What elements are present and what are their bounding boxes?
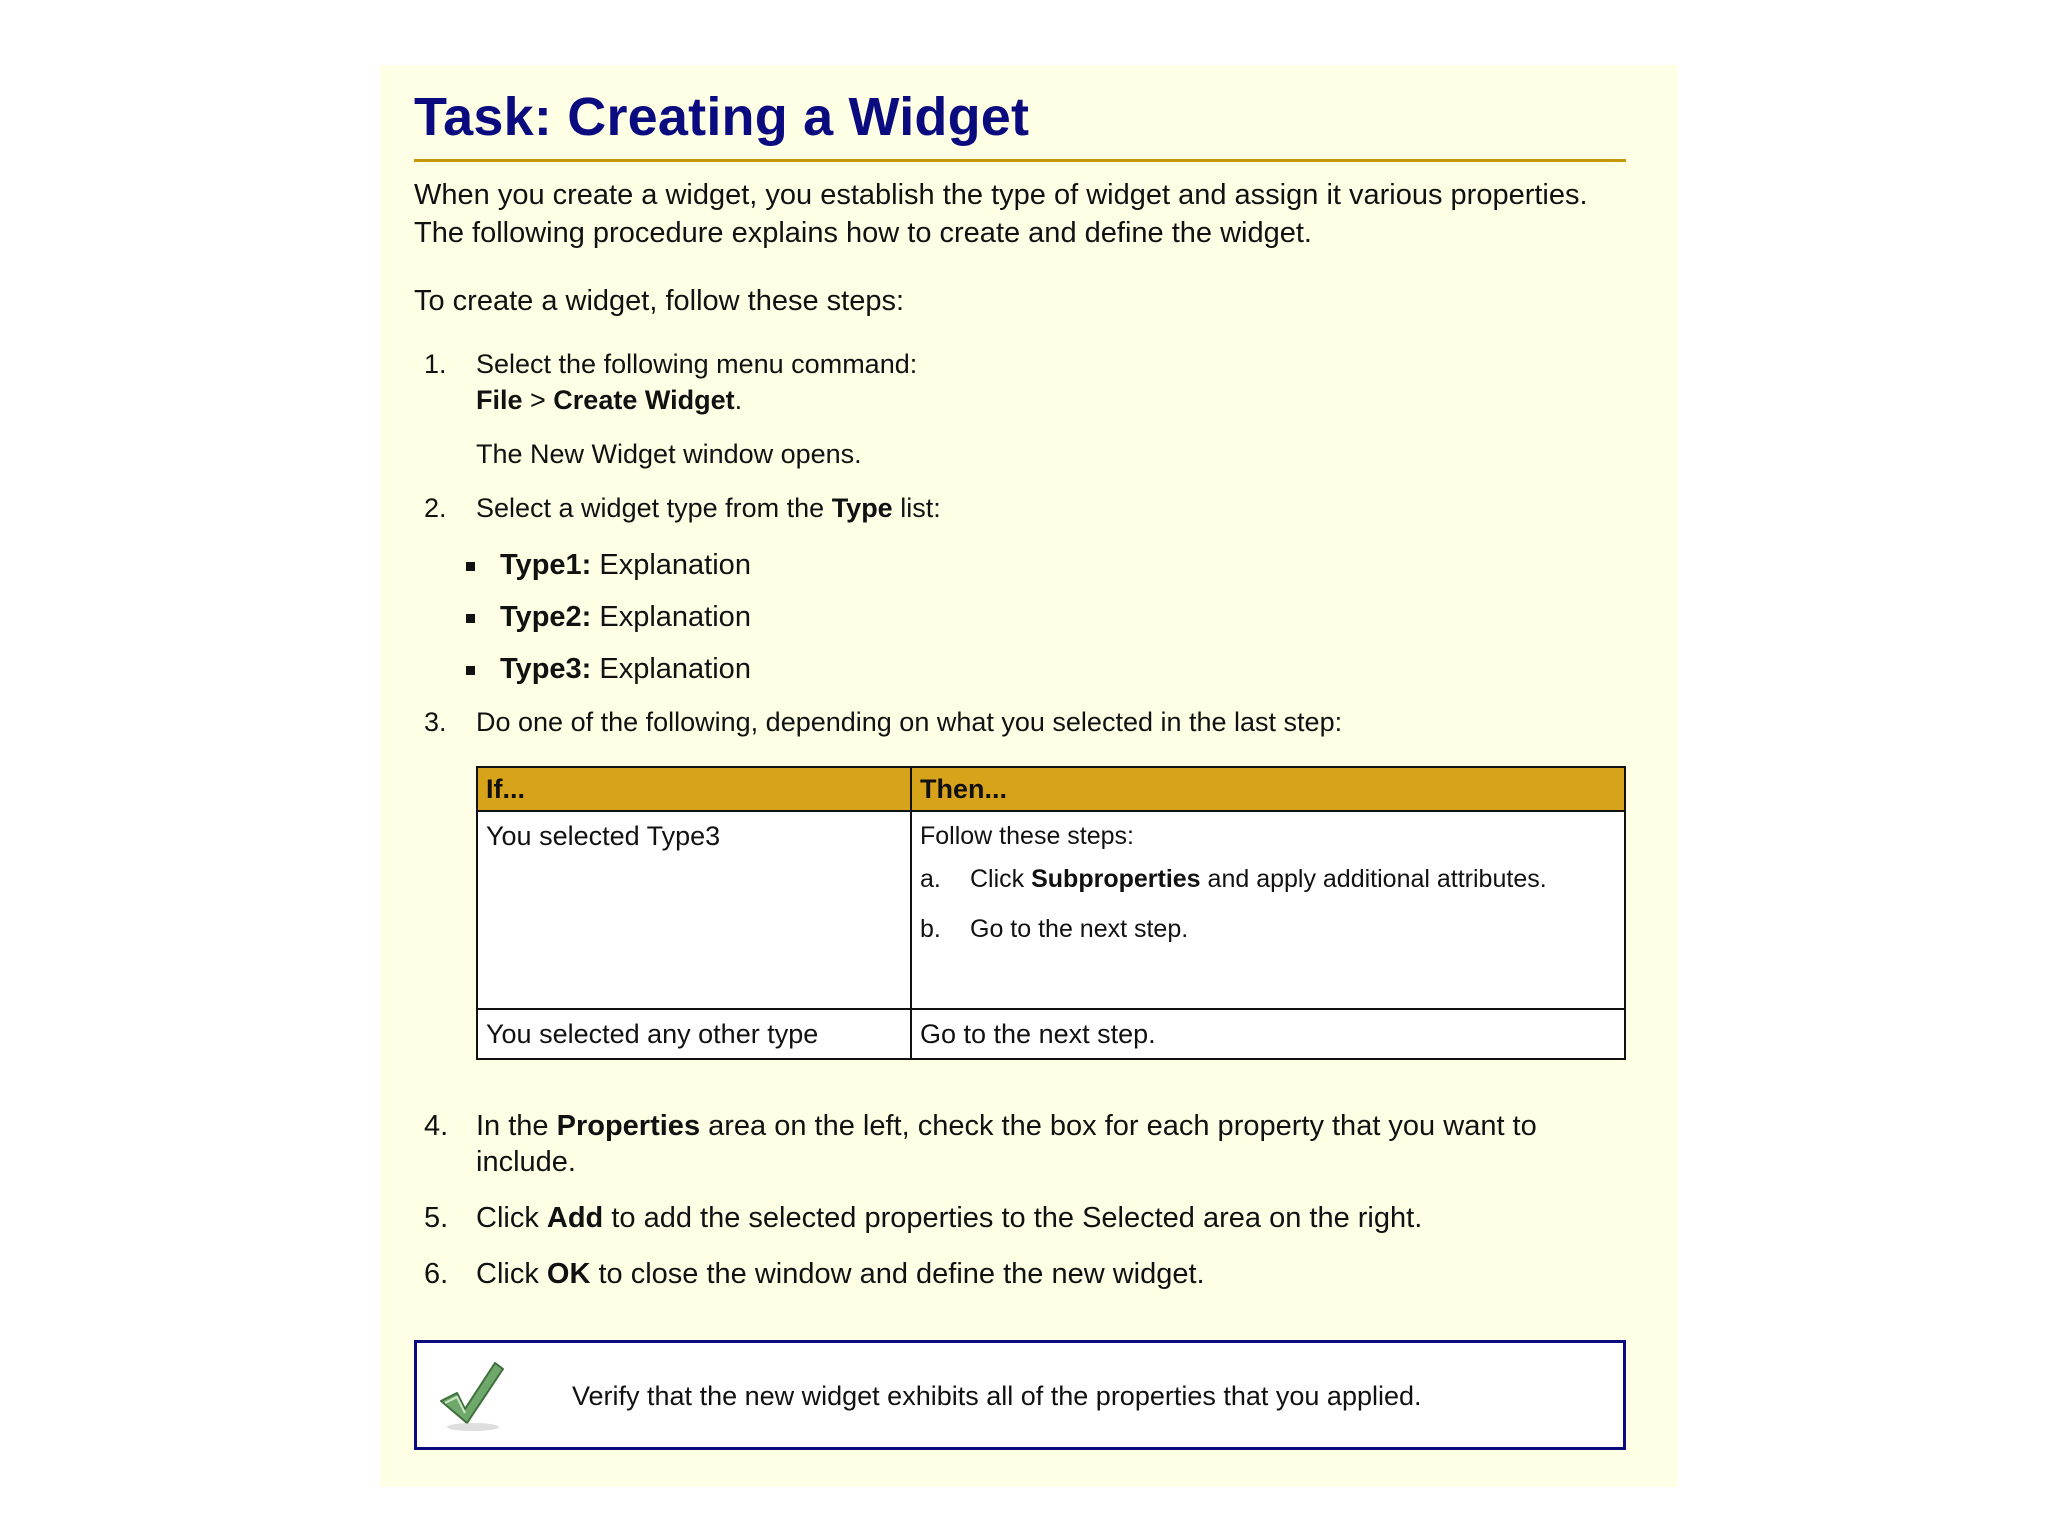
header-if: If... [477, 767, 911, 811]
step-number: 6. [424, 1258, 449, 1290]
step-number: 1. [424, 349, 447, 379]
type-list-item [466, 650, 1626, 688]
step-4 [414, 1108, 1626, 1180]
step-6-post: to close the window and define the new widget. [590, 1258, 1205, 1290]
then-intro: Follow these steps: [920, 822, 1134, 850]
type-list [414, 546, 1626, 688]
step-2-pre: Select a widget type from the [476, 493, 832, 523]
substep-a [920, 862, 1616, 896]
step-5 [414, 1200, 1626, 1236]
step-1 [414, 346, 1626, 418]
bullet-icon [466, 562, 475, 571]
step-4-post: area on the left, check the box for each property that you want to include. [476, 1110, 1537, 1178]
document-page [380, 65, 1678, 1487]
page-title: Task: Creating a Widget [414, 87, 1030, 147]
substep-post: and apply additional attributes. [1200, 865, 1547, 893]
cell-if: You selected Type3 [477, 811, 911, 1009]
substep-letter: a. [920, 865, 941, 893]
substep-bold: Subproperties [1031, 865, 1201, 893]
step-number: 2. [424, 493, 447, 523]
menu-create-widget: Create Widget [553, 385, 735, 415]
bullet-icon [466, 666, 475, 675]
steps-lead: To create a widget, follow these steps: [414, 285, 905, 317]
substep-letter: b. [920, 915, 941, 943]
menu-separator: > [522, 385, 554, 415]
step-6-pre: Click [476, 1258, 547, 1290]
note-text: Verify that the new widget exhibits all of the properties that you applied. [572, 1381, 1422, 1411]
step-2-bold: Type [831, 493, 893, 523]
type-desc: Explanation [591, 549, 751, 581]
step-2-post: list: [892, 493, 941, 523]
type-list-item [466, 546, 1626, 584]
checkmark-icon [435, 1357, 507, 1433]
step-5-post: to add the selected properties to the Selected area on the right. [603, 1202, 1423, 1234]
step-1-result: The New Widget window opens. [476, 439, 862, 469]
step-4-pre: In the [476, 1110, 557, 1142]
step-6-bold: OK [546, 1258, 591, 1290]
table-row [477, 1009, 1625, 1059]
step-3-text: Do one of the following, depending on what you selected in the last step: [476, 707, 1343, 737]
substep-pre: Click [970, 865, 1032, 893]
step-2 [414, 490, 1626, 526]
step-number: 5. [424, 1202, 449, 1234]
step-1-text: Select the following menu command: [476, 349, 918, 379]
menu-file: File [476, 385, 523, 415]
substep-b [920, 912, 1616, 946]
step-4-bold: Properties [556, 1110, 701, 1142]
type-list-item [466, 598, 1626, 636]
step-5-pre: Click [476, 1202, 547, 1234]
type-desc: Explanation [591, 653, 751, 685]
menu-end: . [734, 385, 743, 415]
substep-text: Go to the next step. [970, 915, 1189, 943]
cell-if: You selected any other type [477, 1009, 911, 1059]
type-label: Type2: [500, 601, 592, 633]
step-number: 3. [424, 707, 447, 737]
cell-then [911, 811, 1625, 1009]
bullet-icon [466, 614, 475, 623]
type-label: Type3: [500, 653, 592, 685]
verify-note [414, 1340, 1626, 1450]
menu-command [476, 382, 1626, 418]
title-divider [414, 159, 1626, 162]
cell-then: Go to the next step. [911, 1009, 1625, 1059]
step-number: 4. [424, 1110, 449, 1142]
intro-paragraph: When you create a widget, you establish the type of widget and assign it various properties. The following procedure explains how to create and define the widget. [414, 179, 1588, 249]
type-label: Type1: [500, 549, 592, 581]
step-5-bold: Add [546, 1202, 604, 1234]
type-desc: Explanation [591, 601, 751, 633]
condition-table [476, 766, 1626, 1060]
header-then: Then... [911, 767, 1625, 811]
table-row [477, 811, 1625, 1009]
step-6 [414, 1256, 1626, 1292]
step-3 [414, 704, 1626, 740]
substep-list [920, 862, 1616, 946]
table-header-row [477, 767, 1625, 811]
